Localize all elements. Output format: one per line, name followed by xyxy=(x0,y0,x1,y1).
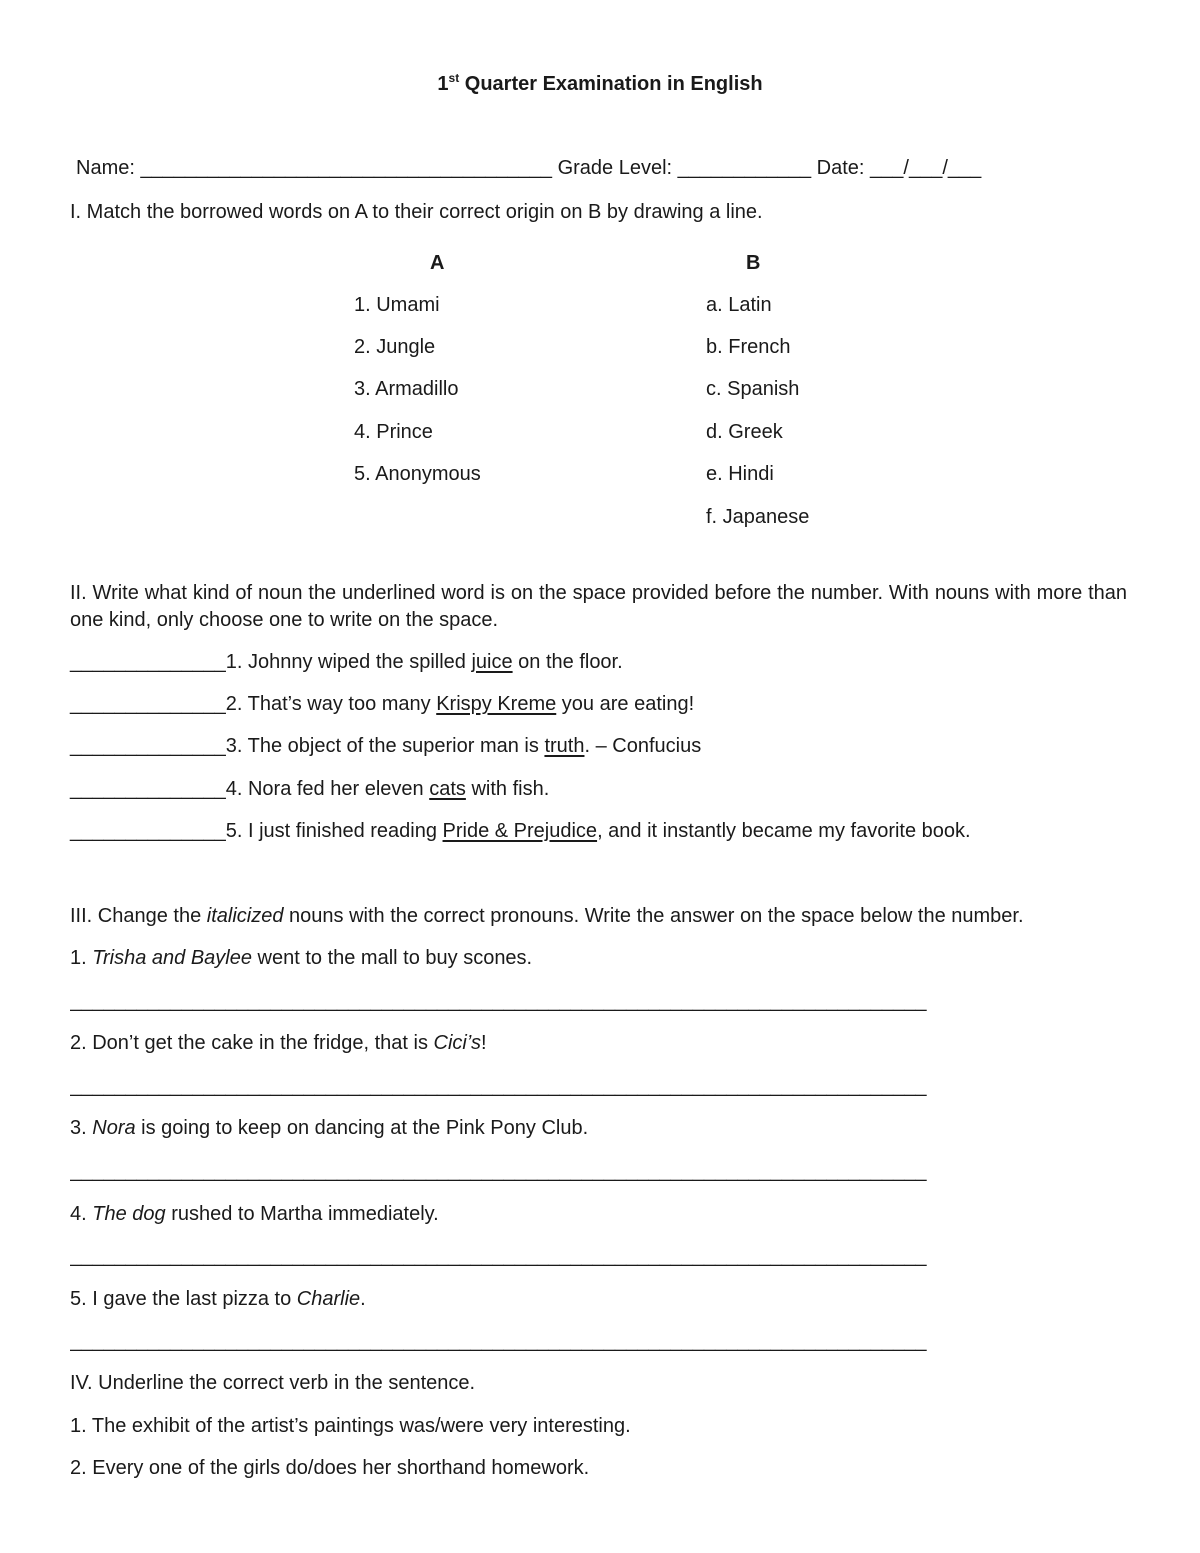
question-text: went to the mall to buy scones. xyxy=(251,947,533,969)
italic-noun: Cici’s xyxy=(433,1032,481,1054)
answer-line[interactable]: _____________________________________________________________________________ xyxy=(70,1075,927,1097)
answer-line[interactable]: _____________________________________________________________________________ xyxy=(70,1160,927,1182)
part1-instruction: I. Match the borrowed words on A to their correct origin on B by drawing a line. xyxy=(70,201,763,223)
match-item-a[interactable]: 3. Armadillo xyxy=(354,378,459,400)
match-item-b[interactable]: b. French xyxy=(706,336,791,358)
question-text: you are eating! xyxy=(556,693,695,715)
question-text: 3. xyxy=(70,1117,93,1139)
noun-question xyxy=(70,650,623,674)
verb-question[interactable]: 1. The exhibit of the artist’s paintings was/were very interesting. xyxy=(70,1415,631,1437)
question-text: , and it instantly became my favorite book. xyxy=(597,820,971,842)
match-item-b[interactable]: d. Greek xyxy=(706,421,783,443)
question-text: ! xyxy=(480,1032,487,1054)
question-text: 5. I just finished reading xyxy=(225,820,443,842)
match-item-a[interactable]: 2. Jungle xyxy=(354,336,436,358)
match-item-b[interactable]: a. Latin xyxy=(706,294,772,316)
italic-noun: Nora xyxy=(92,1117,136,1139)
column-a-heading: A xyxy=(430,252,445,274)
match-item-a[interactable]: 4. Prince xyxy=(354,421,433,443)
answer-blank[interactable]: ______________ xyxy=(70,820,226,842)
match-item-a[interactable]: 1. Umami xyxy=(354,294,440,316)
pronoun-question xyxy=(70,1287,366,1311)
question-text: 4. xyxy=(70,1203,93,1225)
noun-question xyxy=(70,819,971,843)
part4-instruction: IV. Underline the correct verb in the sentence. xyxy=(70,1372,476,1394)
italic-noun: Charlie xyxy=(296,1288,361,1310)
question-text: 1. Johnny wiped the spilled xyxy=(225,651,472,673)
noun-question xyxy=(70,692,694,716)
part2-instruction: II. Write what kind of noun the underlined word is on the space provided before the number. With nouns with more than one kind, only choose one to write on the space. xyxy=(70,582,1127,631)
italic-noun: Trisha and Baylee xyxy=(92,947,252,969)
question-text: 3. The object of the superior man is xyxy=(225,735,545,757)
italic-noun: The dog xyxy=(92,1203,166,1225)
answer-line[interactable]: _____________________________________________________________________________ xyxy=(70,1245,927,1267)
title-superscript: st xyxy=(448,71,460,85)
question-text: is going to keep on dancing at the Pink Pony Club. xyxy=(135,1117,589,1139)
question-text: . – Confucius xyxy=(584,735,702,757)
pronoun-question xyxy=(70,1116,588,1140)
question-text: with fish. xyxy=(465,778,550,800)
pronoun-question xyxy=(70,946,532,970)
question-text: 1. xyxy=(70,947,93,969)
verb-question[interactable]: 2. Every one of the girls do/does her shorthand homework. xyxy=(70,1457,590,1479)
match-item-a[interactable]: 5. Anonymous xyxy=(354,463,481,485)
underlined-word: Krispy Kreme xyxy=(436,693,557,715)
question-text: on the floor. xyxy=(512,651,623,673)
page-title xyxy=(0,72,1200,96)
noun-question xyxy=(70,734,701,758)
title-number: 1 xyxy=(437,73,449,95)
instruction-text: III. Change the xyxy=(70,905,207,927)
pronoun-question xyxy=(70,1202,439,1226)
answer-line[interactable]: _____________________________________________________________________________ xyxy=(70,990,927,1012)
underlined-word: Pride & Prejudice xyxy=(442,820,598,842)
match-item-b[interactable]: c. Spanish xyxy=(706,378,800,400)
question-text: . xyxy=(360,1288,366,1310)
underlined-word: truth xyxy=(544,735,585,757)
title-text: Quarter Examination in English xyxy=(459,73,763,95)
answer-blank[interactable]: ______________ xyxy=(70,651,226,673)
answer-blank[interactable]: ______________ xyxy=(70,693,226,715)
instruction-text: nouns with the correct pronouns. Write the answer on the space below the number. xyxy=(283,905,1024,927)
pronoun-question xyxy=(70,1031,487,1055)
question-text: 2. That’s way too many xyxy=(225,693,437,715)
answer-blank[interactable]: ______________ xyxy=(70,735,226,757)
underlined-word: cats xyxy=(429,778,466,800)
instruction-italic-text: italicized xyxy=(206,905,284,927)
match-item-b[interactable]: e. Hindi xyxy=(706,463,774,485)
question-text: rushed to Martha immediately. xyxy=(165,1203,439,1225)
answer-line[interactable]: _____________________________________________________________________________ xyxy=(70,1330,927,1352)
part3-instruction xyxy=(70,904,1024,928)
student-info-line[interactable]: Name: _____________________________________ Grade Level: ____________ Date: ___/___/___ xyxy=(76,157,982,179)
column-b-heading: B xyxy=(746,252,761,274)
question-text: 5. I gave the last pizza to xyxy=(70,1288,297,1310)
noun-question xyxy=(70,777,549,801)
underlined-word: juice xyxy=(471,651,513,673)
answer-blank[interactable]: ______________ xyxy=(70,778,226,800)
question-text: 2. Don’t get the cake in the fridge, that is xyxy=(70,1032,434,1054)
match-item-b[interactable]: f. Japanese xyxy=(706,506,810,528)
question-text: 4. Nora fed her eleven xyxy=(225,778,430,800)
